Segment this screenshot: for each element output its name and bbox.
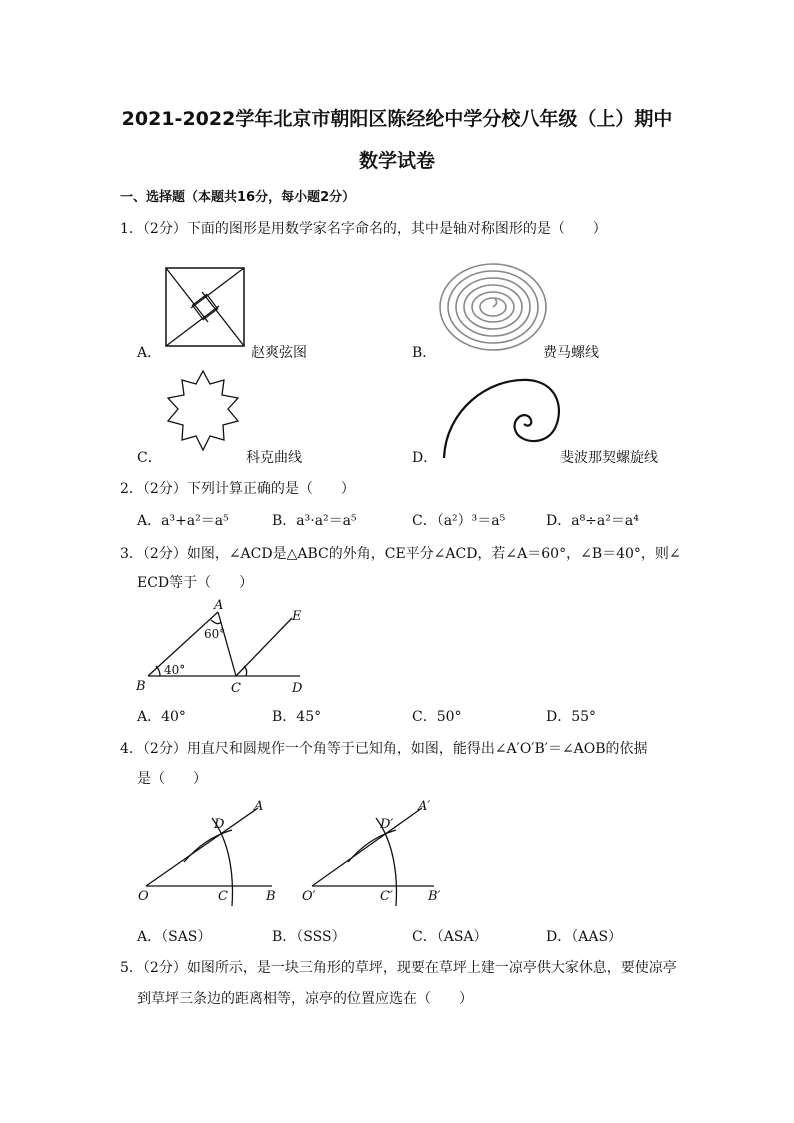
- q4-right-label-b: B′: [428, 889, 441, 904]
- q4-right-angle-figure: [300, 796, 450, 906]
- q1-figure-fermat-spiral: [438, 262, 548, 352]
- q4-option-a: A．（SAS）: [137, 929, 212, 945]
- q1-option-b-caption: 费马螺线: [543, 345, 599, 361]
- exam-title-line1: 2021-2022学年北京市朝阳区陈经纶中学分校八年级（上）期中: [121, 108, 673, 130]
- exam-title-line2: 数学试卷: [358, 150, 435, 172]
- q5-stem-line1: 5．（2分）如图所示，是一块三角形的草坪，现要在草坪上建一凉亭供大家休息，要使凉亭: [120, 960, 677, 976]
- q1-option-d-caption: 斐波那契螺旋线: [560, 450, 658, 466]
- q3-option-a: A．40°: [137, 709, 186, 725]
- q3-option-b: B．45°: [272, 709, 322, 725]
- q3-label-a: A: [214, 598, 224, 613]
- q2-option-c: C．（a²）³＝a⁵: [412, 513, 506, 529]
- q4-left-label-c: C: [218, 889, 228, 904]
- q4-option-d: D．（AAS）: [546, 929, 623, 945]
- q1-option-a-caption: 赵爽弦图: [251, 345, 307, 361]
- q3-option-d: D．55°: [546, 709, 597, 725]
- q3-label-b: B: [136, 679, 146, 694]
- q3-stem-line1: 3．（2分）如图，∠ACD是△ABC的外角，CE平分∠ACD，若∠A＝60°，∠B＝40°，则∠: [120, 546, 681, 562]
- q1-option-a-letter: A．: [137, 345, 162, 361]
- q3-label-e: E: [292, 609, 302, 624]
- q4-right-label-o: O′: [302, 889, 316, 904]
- q1-figure-zhaoshuang: [164, 266, 248, 350]
- q4-stem-line1: 4．（2分）用直尺和圆规作一个角等于已知角，如图，能得出∠A′O′B′＝∠AOB的依据: [120, 741, 648, 757]
- q3-triangle-figure: [134, 598, 314, 694]
- q3-angle-a: 60°: [204, 627, 226, 641]
- q4-left-label-a: A: [254, 799, 264, 814]
- q1-option-c-letter: C．: [137, 450, 162, 466]
- q2-option-d: D．a⁸÷a²＝a⁴: [546, 513, 639, 529]
- q1-figure-fibonacci-spiral: [438, 370, 568, 460]
- q3-label-c: C: [231, 681, 241, 696]
- q1-stem: 1．（2分）下面的图形是用数学家名字命名的，其中是轴对称图形的是（ ）: [120, 221, 607, 237]
- q2-option-b: B．a³·a²＝a⁵: [272, 513, 357, 529]
- q4-right-label-d: D′: [380, 817, 394, 832]
- section-heading: 一、选择题（本题共16分，每小题2分）: [120, 190, 356, 205]
- q4-left-label-o: O: [138, 889, 149, 904]
- q3-label-d: D: [292, 681, 303, 696]
- q4-left-label-b: B: [266, 889, 276, 904]
- q3-angle-b: 40°: [164, 663, 186, 677]
- q4-option-c: C．（ASA）: [412, 929, 488, 945]
- q1-option-b-letter: B．: [412, 345, 437, 361]
- q4-option-b: B．（SSS）: [272, 929, 346, 945]
- q2-stem: 2．（2分）下列计算正确的是（ ）: [120, 481, 355, 497]
- q1-option-d-letter: D．: [412, 450, 438, 466]
- q3-stem-line2: ECD等于（ ）: [137, 575, 254, 591]
- q3-option-c: C．50°: [412, 709, 462, 725]
- q1-option-c-caption: 科克曲线: [246, 450, 302, 466]
- q4-left-angle-figure: [134, 796, 284, 906]
- q4-right-label-c: C′: [380, 889, 393, 904]
- q4-left-label-d: D: [214, 817, 225, 832]
- q1-figure-koch-curve: [160, 368, 246, 454]
- q4-right-label-a: A′: [418, 799, 431, 814]
- q4-stem-line2: 是（ ）: [137, 771, 207, 787]
- q2-option-a: A．a³+a²＝a⁵: [137, 513, 229, 529]
- q5-stem-line2: 到草坪三条边的距离相等，凉亭的位置应选在（ ）: [137, 991, 473, 1007]
